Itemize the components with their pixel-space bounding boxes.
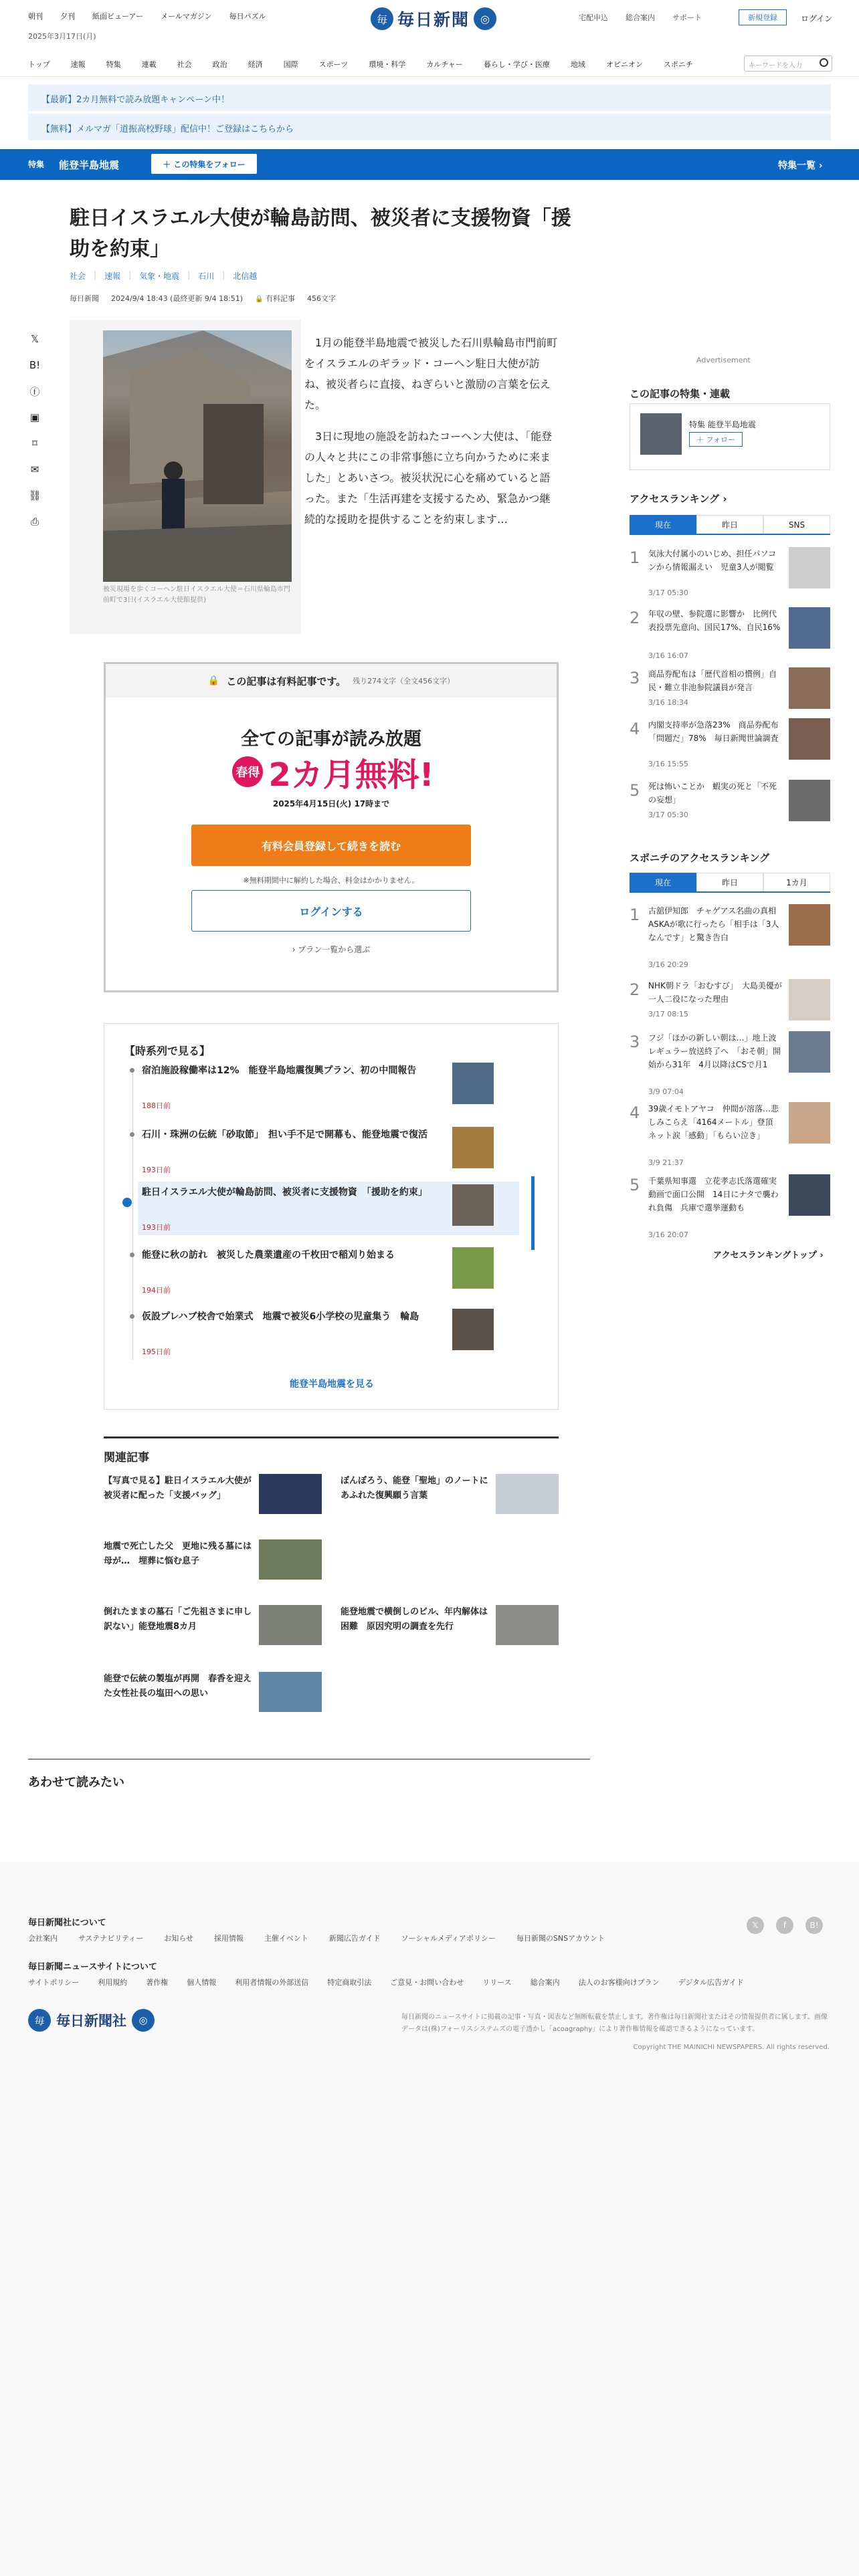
current-date: 2025年3月17日(月) [28,32,96,41]
article-photo[interactable] [103,330,292,582]
related-thumbnail [259,1672,322,1712]
rank-title: 古舘伊知郎 チャゲアス名曲の真相 ASKAが歌に行ったら「相手は「3人なんです」と驚き告白 [648,906,785,942]
timeline-thumbnail [452,1247,494,1289]
x-share-icon[interactable]: 𝕏 [30,333,39,345]
timeline-box [104,1023,559,1410]
timeline-thumbnail [452,1063,494,1104]
footer-link[interactable]: 会社案内 [28,1934,58,1943]
timeline-dot [130,1068,134,1073]
logo-mark-icon: 毎 [371,7,393,30]
search-input[interactable] [744,56,832,72]
paywall-title: この記事は有料記事です。 [226,675,347,687]
ranking-item[interactable] [630,718,830,776]
bookmark-icon[interactable]: ⌑ [32,437,37,449]
article-body [304,332,559,540]
footer-link[interactable]: 法人のお客様向けプラン [578,1978,660,1987]
note-share-icon[interactable]: ▣ [29,411,40,423]
rank-number: 2 [630,609,640,627]
lock-icon: 🔒 [255,296,264,303]
link-viewer[interactable]: 紙面ビューアー [92,12,144,21]
related-title: 能登地震で横倒しのビル、年内解体は困難 原因究明の調査を先行 [341,1607,488,1632]
special-label: 特集 [28,160,45,169]
sponichi-item[interactable] [630,1102,830,1167]
nav-item[interactable]: 連載 [141,60,157,69]
timeline-item-title: 石川・珠洲の伝統「砂取節」 担い手不足で開幕も、能登地震で復活 [142,1130,427,1140]
rank-thumbnail [789,1174,830,1216]
sale-deadline: 2025年4月15日(火) 17時まで [272,799,390,809]
paywall-headline: 全ての記事が読み放題 [241,729,421,750]
link-puzzle[interactable]: 毎日パズル [229,12,266,21]
rank-thumbnail [789,547,830,588]
footer-logo-icon-right: ◎ [132,2009,155,2032]
rank-time: 3/9 07:04 [648,1087,684,1096]
timeline-dot [130,1314,134,1319]
timeline-item-title: 宿泊施設稼働率は12% 能登半島地震復興プラン、初の中間報告 [142,1065,417,1076]
sponichi-tabs [630,873,830,893]
footer-link[interactable]: 著作権 [146,1978,169,1987]
site-header [0,0,859,77]
ranking-top-link[interactable]: アクセスランキングトップ › [713,1251,824,1261]
rank-title: 商品券配布は「歴代首相の慣例」自民・難立非池参院議員が発言 [648,669,777,692]
footer-link[interactable]: 採用情報 [213,1934,244,1943]
rank-time: 3/16 15:55 [648,760,688,768]
footer-site-links [28,1977,744,1988]
timeline-thumbnail [452,1184,494,1226]
paragraph: 3日に現地の施設を訪ねたコーヘン大使は、「能登の人々と共にこの非常事態に立ち向かうために来ました」とあいさつ。被災状況に心を痛めていると語った。また「生活再建を支援するため、緊急かつ継続的な援助を提供することを約束します… [304,430,553,526]
rank-number: 1 [630,548,640,567]
x-social-icon[interactable]: 𝕏 [747,1917,764,1934]
ranking-item[interactable] [630,607,830,665]
print-icon[interactable]: ⎙ [30,516,39,528]
rank-title: 年収の壁、参院選に影響か 比例代表投票先意向、国民17%、自民16% [648,609,781,632]
feature-card[interactable] [630,403,830,470]
rank-number: 4 [630,1103,640,1122]
paywall-box [104,662,559,992]
spring-badge: 春得 [232,756,263,787]
footer-logo[interactable] [28,2009,155,2032]
tab-sns[interactable]: SNS [763,515,830,534]
nav-item[interactable]: 暮らし・学び・医療 [483,60,550,69]
sponichi-item[interactable] [630,1174,830,1239]
feature-list-link[interactable]: 特集一覧 › [778,160,823,171]
tag-link[interactable]: 石川 [198,272,215,281]
register-button[interactable]: 新規登録 [739,9,787,25]
related-heading: 関連記事 [104,1436,559,1465]
rank-thumbnail [789,904,830,946]
timeline-item-date: 193日前 [142,1166,171,1174]
tab-month[interactable]: 1カ月 [763,873,830,891]
sponichi-heading: スポニチのアクセスランキング [630,852,770,864]
rank-title: フジ「ほかの新しい朝は…」地上波レギュラー放送終了へ 「おそ朝」開始から31年 4月以降はCSで月1 [648,1033,781,1069]
paywall-login-button[interactable]: ログインする [191,890,471,932]
nav-item[interactable]: 速報 [70,60,86,69]
article-photo-box [70,320,301,634]
rank-thumbnail [789,718,830,760]
related-item[interactable] [341,1605,559,1669]
search-icon[interactable] [820,58,828,67]
timeline-item[interactable] [142,1124,516,1178]
logo-text: 毎日新聞 [397,10,470,29]
timeline-dot-current [122,1198,132,1207]
nav-item[interactable]: 経済 [248,60,263,69]
tag-link[interactable]: 気象・地震 [139,272,180,281]
article-tags: 社会 | 速報 | 気象・地震 | 石川 | 北信越 [70,270,258,281]
article-date: 2024/9/4 18:43 (最終更新 9/4 18:51) [111,294,244,303]
tab-now[interactable]: 現在 [630,873,696,891]
rank-title: 気泳大付属小のいじめ、担任パソコンから情報漏えい 児童3人が閲覧 [648,549,777,572]
nav-item[interactable]: スポニチ [663,60,693,69]
link-copy-icon[interactable]: ⛓ [28,490,41,502]
footer-logo-text: 毎日新聞社 [56,2012,126,2029]
hatena-share-icon[interactable]: B! [29,359,41,371]
related-thumbnail [259,1605,322,1645]
related-item[interactable] [341,1474,559,1538]
ranking-item[interactable] [630,667,830,725]
footer-about-links [28,1933,605,1943]
footer-site-heading: 毎日新聞ニュースサイトについて [28,1962,157,1972]
rank-thumbnail [789,780,830,821]
footer-legal: 毎日新聞のニュースサイトに掲載の記事・写真・図表など無断転載を禁止します。著作権は毎日新聞社またはその情報提供者に属します。画像データは(株)フォーリスシステムズの電子透かし「acoagraphy」により著作権情報を確認できるようになっています。 [401,2014,828,2033]
sponichi-item[interactable] [630,979,830,1037]
footer-logo-icon: 毎 [28,2009,51,2032]
link-info[interactable]: 総合案内 [626,13,655,22]
footer-link[interactable]: ご意見・お問い合わせ [390,1978,464,1987]
advertisement-label: Advertisement [696,356,751,364]
nav-item[interactable]: 政治 [212,60,227,69]
facebook-social-icon[interactable]: f [776,1917,793,1934]
char-count: 456文字 [307,294,337,303]
nav-item[interactable]: トップ [28,60,50,69]
timeline-item-date: 194日前 [142,1286,171,1295]
related-item[interactable] [104,1605,322,1669]
footer-link[interactable]: 利用者情報の外部送信 [235,1978,309,1987]
timeline-heading: 【時系列で見る】 [124,1045,211,1057]
feature-follow-button[interactable]: ＋ フォロー [689,432,743,447]
footer-link[interactable]: お知らせ [164,1934,193,1943]
related-thumbnail [259,1474,322,1514]
nav-item[interactable]: 地域 [570,60,585,69]
tag-link[interactable]: 北信越 [233,272,258,281]
timeline-more-link[interactable]: 能登半島地震を見る [290,1379,374,1390]
timeline-item-date: 193日前 [142,1223,171,1232]
ranking-item[interactable] [630,780,830,837]
search-placeholder: キーワードを入力 [749,62,802,70]
header-right-links [579,12,702,23]
feature-heading: この記事の特集・連載 [630,388,731,400]
timeline-scrollbar[interactable] [531,1176,535,1250]
paid-label: 🔒 有料記事 [255,294,296,303]
rank-number: 4 [630,720,640,738]
link-evening[interactable]: 夕刊 [60,12,75,21]
rank-title: 死は怖いことか 蝦実の死と「不死の妄想」 [648,782,777,804]
tab-yesterday[interactable]: 昨日 [696,873,763,891]
mail-icon[interactable]: ✉ [30,463,39,475]
ranking-item[interactable] [630,547,830,605]
rank-thumbnail [789,1102,830,1144]
rank-title: NHK朝ドラ「おむすび」 大島美優が一人二役になった理由 [648,981,782,1004]
subscribe-button[interactable]: 有料会員登録して続きを読む [191,825,471,866]
tag-link[interactable]: 速報 [104,272,121,281]
timeline-item-title: 仮設プレハブ校舎で始業式 地震で被災6小学校の児童集う 輪島 [142,1311,419,1322]
footer-link[interactable]: サイトポリシー [28,1978,80,1987]
related-articles [104,1436,559,1699]
rank-number: 5 [630,1176,640,1194]
rank-number: 2 [630,980,640,999]
footer-link[interactable]: デジタル広告ガイド [678,1978,744,1987]
nav-item[interactable]: カルチャー [426,60,463,69]
footer-link[interactable]: ソーシャルメディアポリシー [401,1934,496,1943]
promo-banner-newsletter[interactable]: 【無料】メルマガ「道振高校野球」配信中！ご登録はこちらから [28,114,831,140]
footer-link[interactable]: 個人情報 [187,1978,217,1987]
rank-number: 3 [630,669,640,687]
related-thumbnail [259,1539,322,1580]
timeline-item[interactable] [142,1245,516,1298]
photo-illustration [103,330,292,582]
sale-banner [202,748,464,796]
related-item[interactable] [104,1539,322,1604]
footer-link[interactable]: リリース [482,1978,512,1987]
login-link[interactable]: ログイン [801,14,833,23]
footer-link[interactable]: 利用規約 [98,1978,128,1987]
rank-thumbnail [789,607,830,649]
article-headline: 駐日イスラエル大使が輪島訪問、被災者に支援物資「援助を約束」 [70,207,571,261]
rank-title: 内閣支持率が急落23% 商品券配布「問題だ」78% 毎日新聞世論調査 [648,720,779,743]
related-title: ぼんぼろう、能登「聖地」のノートにあふれた復興願う言葉 [341,1476,488,1501]
tab-now[interactable]: 現在 [630,515,696,534]
paragraph: 1月の能登半島地震で被災した石川県輪島市門前町をイスラエルのギラッド・コーヘン駐日大使が訪ね、被災者らに直接、ねぎらいと激励の言葉を伝えた。 [304,336,558,411]
rank-number: 3 [630,1033,640,1051]
sponichi-item[interactable] [630,1031,830,1096]
link-delivery[interactable]: 宅配申込 [579,13,608,22]
paywall-note: ※無料期間中に解約した場合、料金はかかりません。 [243,876,419,885]
rank-number: 1 [630,905,640,924]
top-links [28,11,266,21]
footer-link[interactable]: 総合案内 [530,1978,560,1987]
link-newsletter[interactable]: メールマガジン [161,12,212,21]
main-nav [28,59,714,70]
rank-title: 千葉県知事選 立花孝志氏落選確実 動画で面口公開 14日にナタで襲われ負傷 兵庫で選挙運動も [648,1176,785,1212]
timeline-dot [130,1132,134,1137]
ranking-heading[interactable]: アクセスランキング › [630,493,727,505]
nav-item[interactable]: 国際 [283,60,298,69]
related-thumbnail [496,1474,559,1514]
link-morning[interactable]: 朝刊 [28,12,43,21]
rank-time: 3/16 20:29 [648,960,688,969]
photo-caption: 被災現場を歩くコーヘン駐日イスラエル大使＝石川県輪島市門前町で3日(イスラエル大使館提供) [103,586,290,604]
facebook-share-icon[interactable]: ⓕ [29,385,40,398]
follow-feature-button[interactable]: ＋ この特集をフォロー [151,154,257,174]
site-footer [0,1862,859,2576]
article-meta [70,293,336,304]
timeline-item-title: 能登に秋の訪れ 被災した農業遺産の千枚田で稲刈り始まる [142,1250,395,1261]
related-title: 倒れたままの墓石「ご先祖さまに申し訳ない」能登地震8カ月 [104,1607,252,1632]
timeline-item-date: 188日前 [142,1101,171,1110]
ranking-tabs [630,515,830,535]
rank-time: 3/16 20:07 [648,1230,688,1239]
related-item[interactable] [104,1672,322,1736]
rank-time: 3/17 05:30 [648,811,688,819]
related-title: 【写真で見る】駐日イスラエル大使が被災者に配った「支援バッグ」 [104,1476,252,1501]
paywall-header [106,664,557,697]
timeline-item-title: 駐日イスラエル大使が輪島訪問、被災者に支援物資 「援助を約束」 [142,1187,427,1198]
timeline-item-date: 195日前 [142,1348,171,1356]
rank-thumbnail [789,1031,830,1073]
timeline-item-current[interactable] [138,1182,519,1235]
related-item[interactable] [104,1474,322,1538]
tag-link[interactable]: 社会 [70,272,86,281]
special-feature-bar [0,149,859,180]
read-also-heading: あわせて読みたい [28,1759,590,1790]
nav-item[interactable]: スポーツ [318,60,349,69]
hatena-social-icon[interactable]: B! [805,1917,823,1934]
timeline-thumbnail [452,1309,494,1350]
footer-link[interactable]: 特定商取引法 [327,1978,372,1987]
timeline-item[interactable] [142,1306,516,1360]
rank-thumbnail [789,979,830,1021]
tab-yesterday[interactable]: 昨日 [696,515,763,534]
nav-item[interactable]: 環境・科学 [369,60,406,69]
footer-copyright: Copyright THE MAINICHI NEWSPAPERS. All rights reserved. [633,2044,830,2051]
link-support[interactable]: サポート [672,13,702,22]
plans-link[interactable]: › プラン一覧から選ぶ [292,945,371,954]
footer-link[interactable]: 新聞広告ガイド [328,1934,381,1943]
logo-mark-icon-right: ◎ [474,7,496,30]
nav-item[interactable]: オピニオン [605,60,643,69]
rank-thumbnail [789,667,830,709]
sale-text: 2カ月無料! [268,756,434,794]
related-title: 地震で死亡した父 更地に残る墓には母が… 埋葬に悩む息子 [104,1541,252,1566]
promo-banner-campaign[interactable]: 【最新】2カ月無料で読み放題キャンペーン中！ [28,84,831,111]
footer-link[interactable]: サステナビリティー [78,1934,144,1943]
sponichi-item[interactable] [630,904,830,969]
feature-thumbnail [640,413,682,455]
paywall-remaining: 残り274文字（全文456文字） [353,677,455,685]
rank-time: 3/16 18:34 [648,698,688,707]
timeline-item[interactable] [142,1060,516,1113]
feature-name: 特集 能登半島地震 [689,420,756,429]
footer-about-heading: 毎日新聞社について [28,1918,106,1928]
rank-title: 39歳イモトアヤコ 仲間が溶落…悲しみこらえ「4164メートル」登頂 ネット涙「感動」「もらい泣き」 [648,1104,781,1140]
related-title: 能登で伝統の製塩が再開 春香を迎えた女性社長の塩田への思い [104,1674,252,1699]
nav-item[interactable]: 社会 [177,60,192,69]
rank-time: 3/9 21:37 [648,1158,684,1167]
article-source: 毎日新聞 [70,294,99,303]
footer-link[interactable]: 毎日新聞のSNSアカウント [516,1934,605,1943]
footer-link[interactable]: 主催イベント [264,1934,308,1943]
special-title[interactable]: 能登半島地震 [59,159,120,171]
lock-icon: 🔒 [207,675,220,686]
related-thumbnail [496,1605,559,1645]
site-logo[interactable] [371,7,496,31]
rank-number: 5 [630,781,640,800]
timeline-thumbnail [452,1127,494,1168]
rank-time: 3/17 08:15 [648,1010,688,1018]
related-grid [104,1474,559,1808]
rank-time: 3/17 05:30 [648,588,688,597]
rank-time: 3/16 16:07 [648,651,688,660]
nav-item[interactable]: 特集 [106,60,121,69]
timeline-dot [130,1253,134,1257]
share-bar [27,331,45,540]
